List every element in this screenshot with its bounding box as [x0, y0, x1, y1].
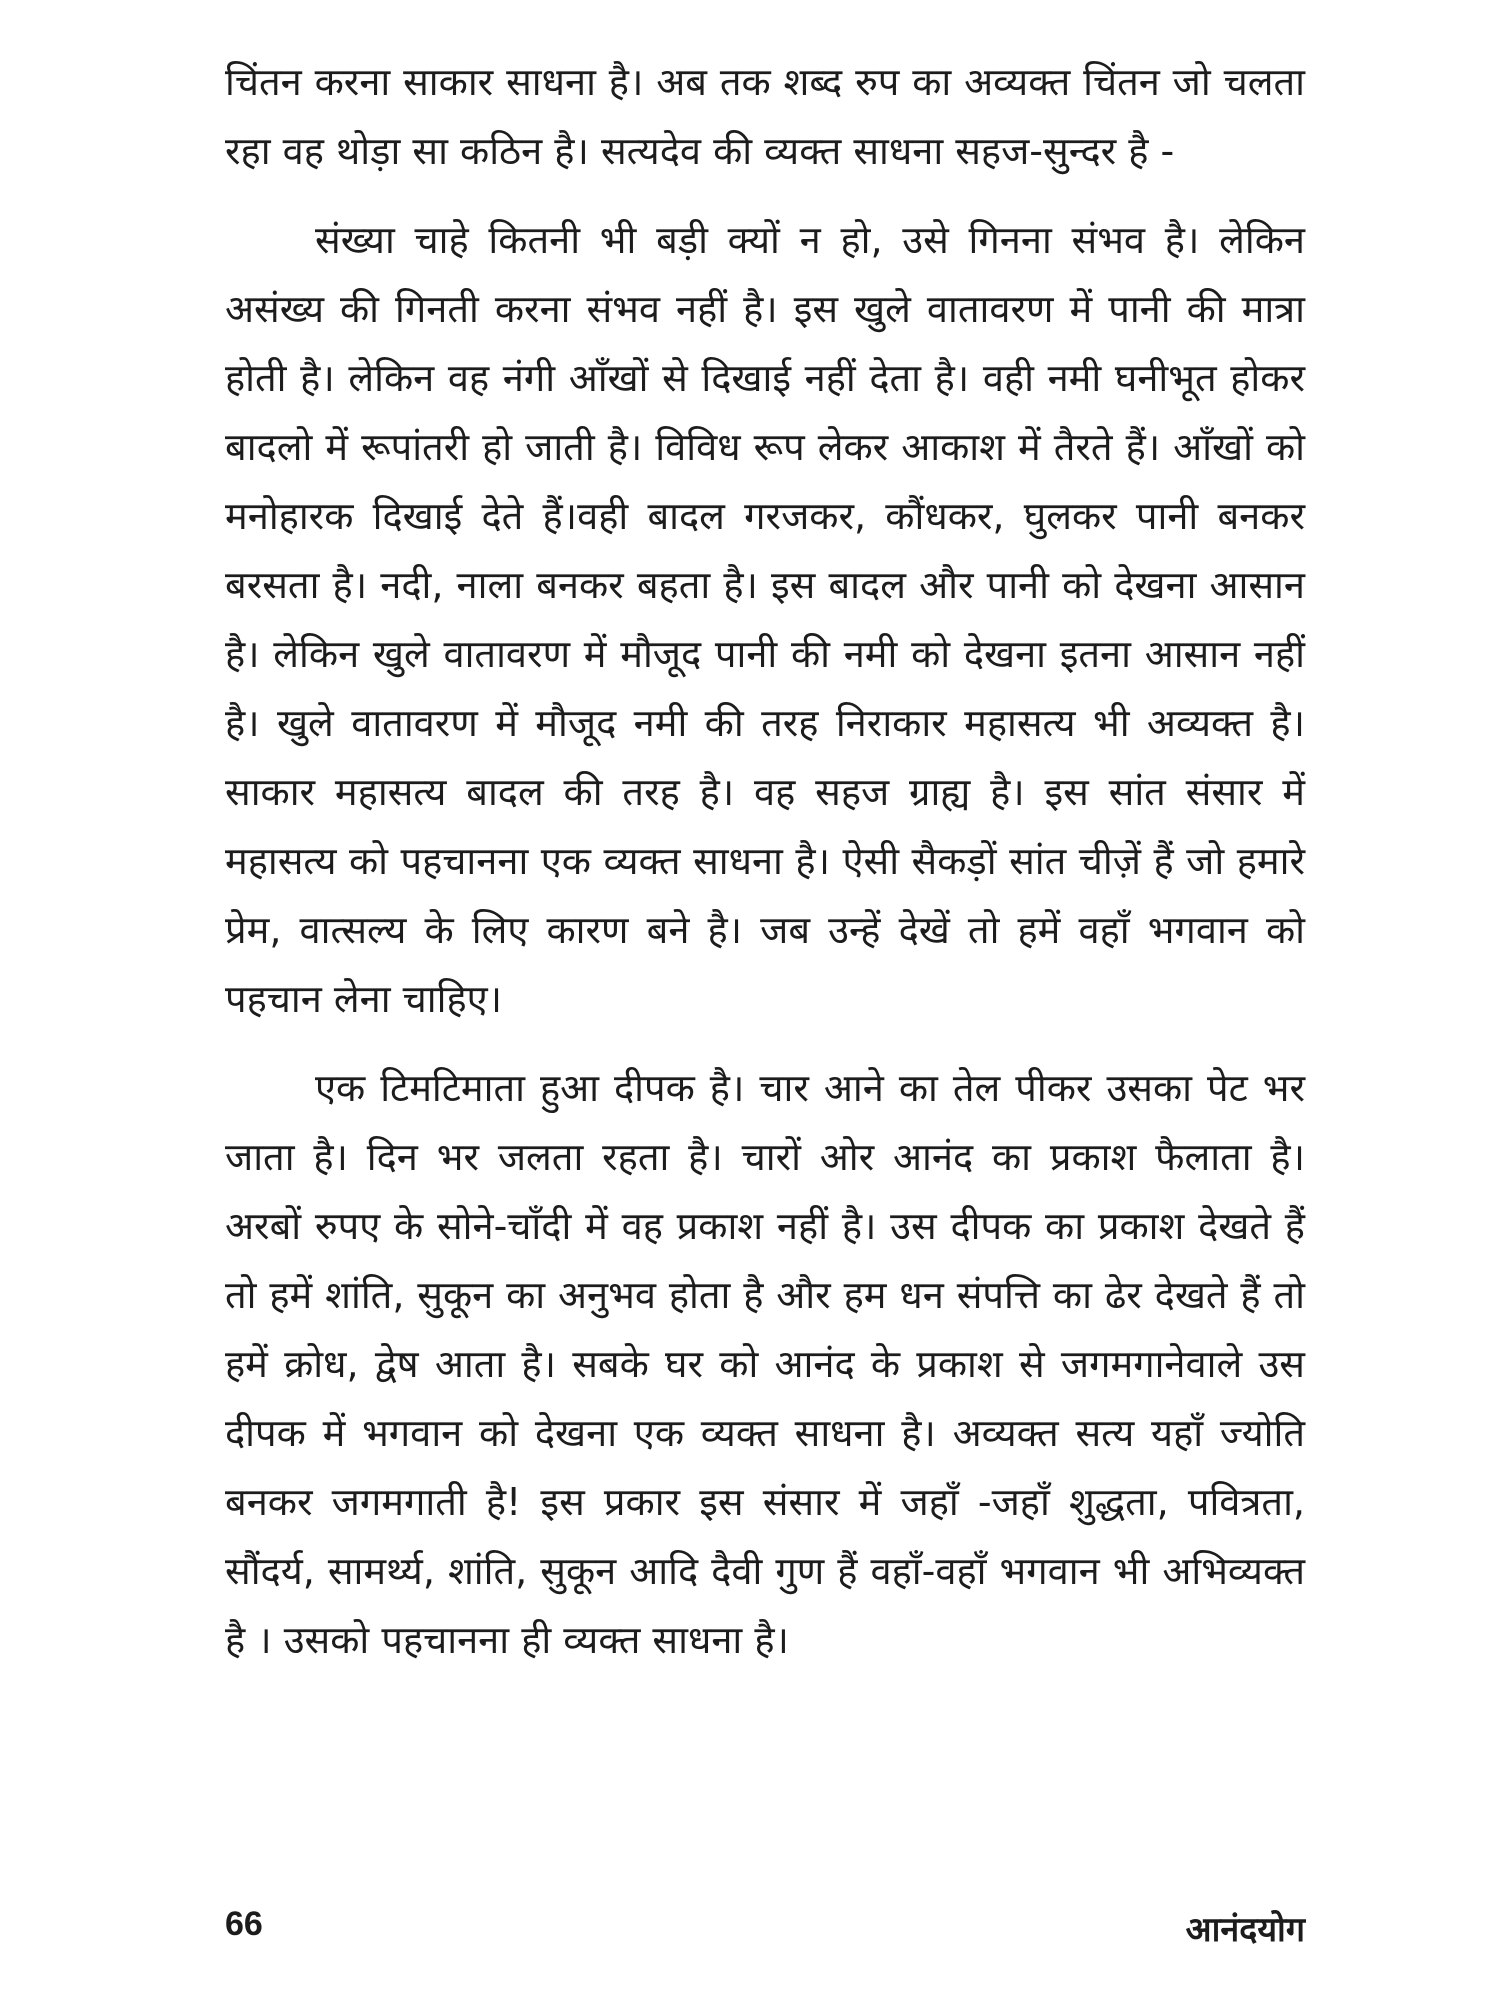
- paragraph-lamp: एक टिमटिमाता हुआ दीपक है। चार आने का तेल पीकर उसका पेट भर जाता है। दिन भर जलता रहता है। चारों ओर आनंद का प्रकाश फैलाता है। अरबों रुपए के सोने-चाँदी में वह प्रकाश नहीं है। उस दीपक का प्रकाश देखते हैं तो हमें शांति, सुकून का अनुभव होता है और हम धन संपत्ति का ढेर देखते हैं तो हमें क्रोध, द्वेष आता है। सबके घर को आनंद के प्रकाश से जगमगानेवाले उस दीपक में भगवान को देखना एक व्यक्त साधना है। अव्यक्त सत्य यहाँ ज्योति बनकर जगमगाती है! इस प्रकार इस संसार में जहाँ -जहाँ शुद्धता, पवित्रता, सौंदर्य, सामर्थ्य, शांति, सुकून आदि दैवी गुण हैं वहाँ-वहाँ भगवान भी अभिव्यक्त है । उसको पहचानना ही व्यक्त साधना है।: [225, 1066, 1305, 1662]
- page-footer: [225, 1905, 1305, 1955]
- page-body: [225, 48, 1305, 1675]
- paragraph-clouds: संख्या चाहे कितनी भी बड़ी क्यों न हो, उसे गिनना संभव है। लेकिन असंख्य की गिनती करना संभव नहीं है। इस खुले वातावरण में पानी की मात्रा होती है। लेकिन वह नंगी आँखों से दिखाई नहीं देता है। वही नमी घनीभूत होकर बादलो में रूपांतरी हो जाती है। विविध रूप लेकर आकाश में तैरते हैं। आँखों को मनोहारक दिखाई देते हैं।वही बादल गरजकर, कौंधकर, घुलकर पानी बनकर बरसता है। नदी, नाला बनकर बहता है। इस बादल और पानी को देखना आसान है। लेकिन खुले वातावरण में मौजूद पानी की नमी को देखना इतना आसान नहीं है। खुले वातावरण में मौजूद नमी की तरह निराकार महासत्य भी अव्यक्त है। साकार महासत्य बादल की तरह है। वह सहज ग्राह्य है। इस सांत संसार में महासत्य को पहचानना एक व्यक्त साधना है। ऐसी सैकड़ों सांत चीज़ें हैं जो हमारे प्रेम, वात्सल्य के लिए कारण बने है। जब उन्हें देखें तो हमें वहाँ भगवान को पहचान लेना चाहिए।: [225, 218, 1305, 1021]
- book-title: आनंदयोग: [1185, 1910, 1305, 1950]
- paragraph-continuation: चिंतन करना साकार साधना है। अब तक शब्द रुप का अव्यक्त चिंतन जो चलता रहा वह थोड़ा सा कठिन है। सत्यदेव की व्यक्त साधना सहज-सुन्दर है -: [225, 60, 1305, 173]
- page-number: 66: [225, 1905, 263, 1943]
